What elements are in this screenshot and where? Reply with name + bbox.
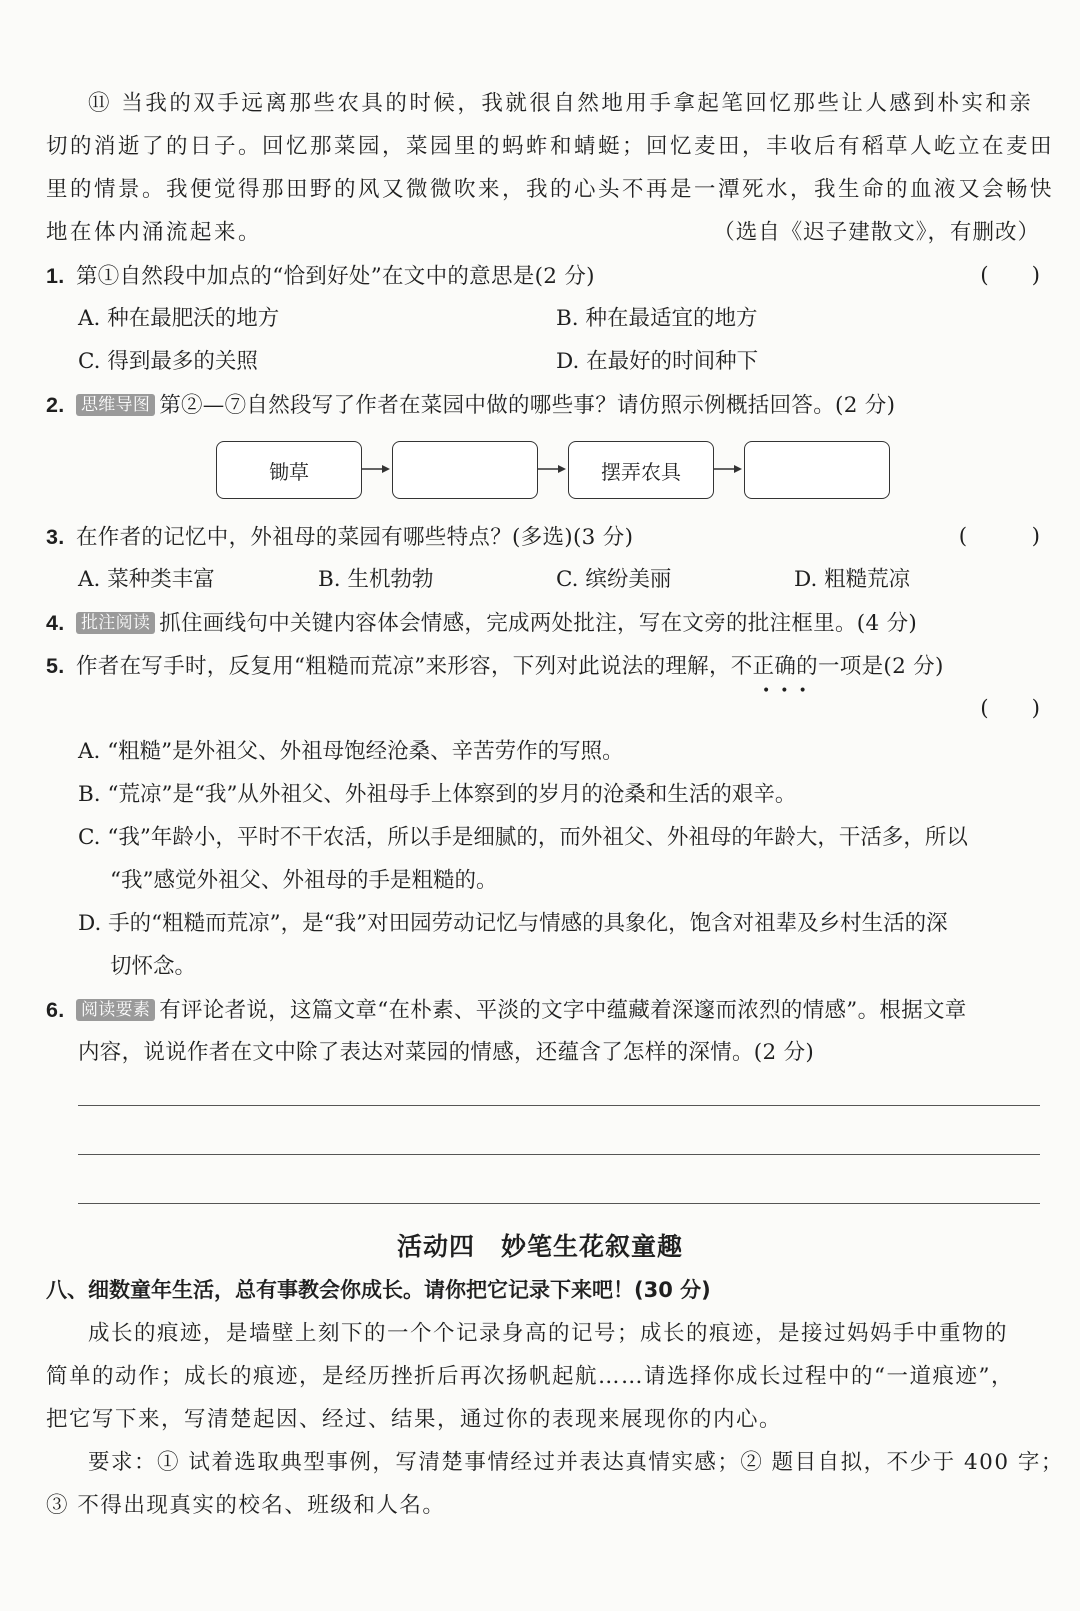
answer-line-2[interactable] <box>78 1154 1040 1155</box>
question-text: 第②—⑦自然段写了作者在菜园中做的哪些事？请仿照示例概括回答。(2 分) <box>159 393 896 418</box>
question-number: 1. <box>46 264 65 288</box>
mindmap-box-1: 锄草 <box>216 441 362 499</box>
requirements-line: 要求：① 试着选取典型事例，写清楚事情经过并表达真情实感；② 题目自拟，不少于 400 字； <box>88 1450 1064 1475</box>
section-title: 八、细数童年生活，总有事教会你成长。请你把它记录下来吧！(30 分) <box>46 1278 711 1302</box>
question-6-continued: 内容，说说作者在文中除了表达对菜园的情感，还蕴含了怎样的深情。(2 分) <box>78 1040 815 1065</box>
answer-paren[interactable]: ( ) <box>958 524 1040 549</box>
prompt-line: 把它写下来，写清楚起因、经过、结果，通过你的表现来展现你的内心。 <box>46 1407 783 1432</box>
passage-line: 切的消逝了的日子。回忆那菜园，菜园里的蚂蚱和蜻蜓；回忆麦田，丰收后有稻草人屹立在麦田 <box>46 134 1055 159</box>
option-d[interactable]: D. 粗糙荒凉 <box>794 567 911 592</box>
question-3 <box>46 523 633 552</box>
arrow-icon <box>362 463 390 475</box>
mindmap-box-4-answer[interactable] <box>744 441 890 499</box>
question-tag: 思维导图 <box>76 394 155 416</box>
question-number: 2. <box>46 393 65 417</box>
answer-paren[interactable]: ( ) <box>980 696 1040 721</box>
question-text: 抓住画线句中关键内容体会情感，完成两处批注，写在文旁的批注框里。(4 分) <box>159 611 918 636</box>
option-c[interactable]: C. “我”年龄小，平时不干农活，所以手是细腻的，而外祖父、外祖母的年龄大，干活多，所以 <box>78 825 968 850</box>
requirements-line: ③ 不得出现真实的校名、班级和人名。 <box>46 1493 446 1518</box>
option-d[interactable]: D. 手的“粗糙而荒凉”，是“我”对田园劳动记忆与情感的具象化，饱含对祖辈及乡村生活的深 <box>78 911 948 936</box>
question-text: 第①自然段中加点的“恰到好处”在文中的意思是(2 分) <box>76 264 595 289</box>
option-d[interactable]: D. 在最好的时间种下 <box>556 349 759 374</box>
question-5 <box>46 652 944 681</box>
question-number: 3. <box>46 525 65 549</box>
answer-line-1[interactable] <box>78 1105 1040 1106</box>
question-6 <box>46 996 967 1025</box>
option-a[interactable]: A. 种在最肥沃的地方 <box>78 306 280 331</box>
arrow-icon <box>538 463 566 475</box>
question-tag: 阅读要素 <box>76 999 155 1021</box>
option-a[interactable]: A. “粗糙”是外祖父、外祖母饱经沧桑、辛苦劳作的写照。 <box>78 739 624 764</box>
answer-paren[interactable]: ( ) <box>980 263 1040 288</box>
question-tag: 批注阅读 <box>76 612 155 634</box>
question-text: 有评论者说，这篇文章“在朴素、平淡的文字中蕴藏着深邃而浓烈的情感”。根据文章 <box>159 998 967 1023</box>
passage-line: 地在体内涌流起来。 <box>46 220 263 245</box>
option-c-continued: “我”感觉外祖父、外祖母的手是粗糙的。 <box>110 868 498 893</box>
question-2 <box>46 391 895 420</box>
question-1 <box>46 262 595 291</box>
question-number: 5. <box>46 654 65 678</box>
answer-line-3[interactable] <box>78 1203 1040 1204</box>
question-text: 作者在写手时，反复用“粗糙而荒凉”来形容，下列对此说法的理解，不正确的一项是(2 分) <box>76 654 944 679</box>
option-b[interactable]: B. “荒凉”是“我”从外祖父、外祖母手上体察到的岁月的沧桑和生活的艰辛。 <box>78 782 797 807</box>
arrow-icon <box>714 463 742 475</box>
passage-line: 里的情景。我便觉得那田野的风又微微吹来，我的心头不再是一潭死水，我生命的血液又会畅快 <box>46 177 1055 202</box>
mindmap-box-3: 摆弄农具 <box>568 441 714 499</box>
option-d-continued: 切怀念。 <box>110 954 197 979</box>
option-b[interactable]: B. 生机勃勃 <box>318 567 434 592</box>
passage-source: （选自《迟子建散文》，有删改） <box>713 220 1040 245</box>
question-text: 在作者的记忆中，外祖母的菜园有哪些特点？(多选)(3 分) <box>76 525 634 550</box>
activity-heading: 活动四 妙笔生花叙童趣 <box>396 1232 683 1261</box>
option-a[interactable]: A. 菜种类丰富 <box>78 567 215 592</box>
emphasis-dots: ••• <box>762 683 817 699</box>
prompt-line: 成长的痕迹，是墙壁上刻下的一个个记录身高的记号；成长的痕迹，是接过妈妈手中重物的 <box>88 1321 1009 1346</box>
option-c[interactable]: C. 缤纷美丽 <box>556 567 672 592</box>
option-c[interactable]: C. 得到最多的关照 <box>78 349 258 374</box>
passage-line: ⑪ 当我的双手远离那些农具的时候，我就很自然地用手拿起笔回忆那些让人感到朴实和亲 <box>88 91 1034 116</box>
prompt-line: 简单的动作；成长的痕迹，是经历挫折后再次扬帆起航……请选择你成长过程中的“一道痕迹”， <box>46 1364 1014 1389</box>
question-number: 6. <box>46 998 65 1022</box>
question-4 <box>46 609 917 638</box>
question-number: 4. <box>46 611 65 635</box>
mindmap-box-2-answer[interactable] <box>392 441 538 499</box>
option-b[interactable]: B. 种在最适宜的地方 <box>556 306 758 331</box>
